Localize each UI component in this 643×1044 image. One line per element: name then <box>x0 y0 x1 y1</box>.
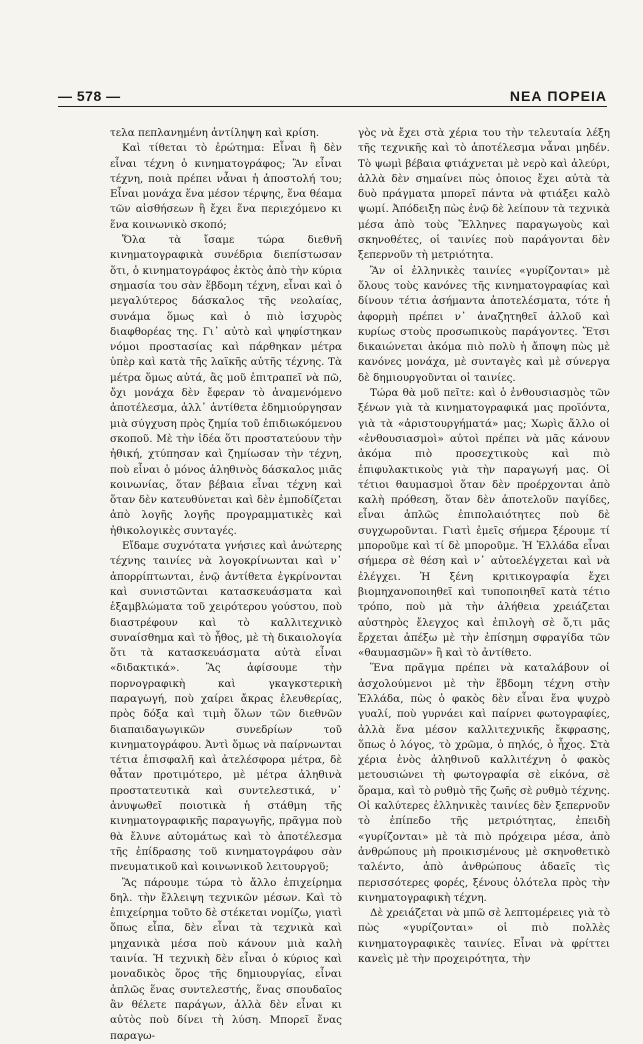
page-number: — 578 — <box>58 88 121 104</box>
paragraph: Ὅλα τὰ ἴσαμε τώρα διεθνῆ κινηματογραφικὰ συνέδρια διεπίστωσαν ὅτι, ὁ κινηματογράφος ἐκτὸς ἀπὸ τὴν κύρια σημασία του σὰν ἕβδομη τέχνη, εἶναι καὶ ὁ μεγαλύτερος δάσκαλος τῆς νεολαίας, συνάμα ὅμως καὶ ὁ πιὸ ἰσχυρὸς διαφθορέας της. Γι᾿ αὐτὸ καὶ ψηφίστηκαν νόμοι προστασίας καὶ πάρθηκαν μέτρα ὑπὲρ καὶ κατὰ τῆς λαϊκῆς αὐτῆς τέχνης. Τὰ μέτρα ὅμως αὐτά, ἂς μοῦ ἐπιτραπεῖ νὰ πῶ, ὄχι μονάχα δὲν ἔφεραν τὸ ἀναμενόμενο ἀποτέλεσμα, ἀλλ᾿ ἀντίθετα ἐδημιούργησαν μιὰ σύγχυση πρὸς ζημία τοῦ ἐπιδιωκόμενου σκοποῦ. Μὲ τὴν ἰδέα ὅτι προστατεύουν τὴν ἠθική, χτύπησαν καὶ ζημίωσαν τὴν τέχνη, ποὺ εἶναι ὁ μόνος ἀληθινὸς δάσκαλος μιᾶς κοινωνίας, ὅταν βέβαια εἶναι τέχνη καὶ ὅταν δὲν κατευθύνεται καὶ δὲν ἐμποδίζεται ἀπὸ λογῆς λογῆς προγραμματικὲς καὶ ἠθικολογικὲς συνταγές. <box>110 234 342 537</box>
paragraph: τελα πεπλανημένη ἀντίληψη καὶ κρίση. <box>110 127 320 139</box>
paragraph: Ἂν οἱ ἑλληνικὲς ταινίες «γυρίζονται» μὲ ὅλους τοὺς κανόνες τῆς κινηματογραφίας καὶ δίνουν τέτια ἀσήμαντα ἀποτελέσματα, τότε ἡ ἀφορμὴ πρέπει ν᾿ ἀναζητηθεῖ ἀλλοῦ καὶ κυρίως στοὺς προσωπικοὺς παράγοντες. Ἔτσι δικαιώνεται ἀκόμα πιὸ πολὺ ἡ ἄποψη πὼς μὲ κανόνες μονάχα, μὲ συνταγὲς καὶ μὲ σύνεργα δὲ δημιουργοῦνται οἱ ταινίες. <box>358 264 610 384</box>
paragraph: γὸς νὰ ἔχει στὰ χέρια του τὴν τελευταία λέξη τῆς τεχνικῆς καὶ τὸ ἀποτέλεσμα νἆναι μηδέν. Τὸ ψωμὶ βέβαια φτιάχνεται μὲ νερὸ καὶ ἀλεύρι, ἀλλὰ δὲν σημαίνει πὼς ὁποιος ἔχει αὐτὰ τὰ δυὸ πράγματα μπορεῖ πάντα νὰ φτιάξει καλὸ ψωμί. Ἀπόδειξη πὼς ἐνῷ δὲ λείπουν τὰ τεχνικὰ μέσα ἀπὸ τοὺς Ἕλληνες παραγωγοὺς καὶ σκηνοθέτες, οἱ ταινίες ποὺ παράγονται δὲν ξεπερνοῦν τὴ μετριότητα. <box>358 127 610 262</box>
paragraph: Τώρα θὰ μοῦ πεῖτε: καὶ ὁ ἐνθουσιασμὸς τῶν ξένων γιὰ τὰ κινηματογραφικά μας προϊόντα, γιὰ τὰ «ἀριστουργήματά» μας; Χωρὶς ἄλλο οἱ «ἐνθουσιασμοὶ» αὐτοὶ πρέπει νὰ μᾶς κάνουν ἀκόμα πιὸ προσεχτικοὺς καὶ πιὸ ἐπιφυλακτικοὺς γιὰ τὴν παραγωγή μας. Οἱ τέτιοι θαυμασμοὶ ὅταν δὲν προέρχονται ἀπὸ καλὴ πρόθεση, ὅταν δὲν ἀποτελοῦν παγίδες, εἶναι ἁπλῶς ἐπιπολαιότητες ποὺ δὲ συγχωροῦνται. Γιατὶ ἐμεῖς σήμερα ξέρουμε τί μποροῦμε καὶ τί δὲ μποροῦμε. Ἡ Ἑλλάδα εἶναι σήμερα σὲ θέση καὶ ν᾿ αὐτοελέγχεται καὶ νὰ ἐλέγχει. Ἡ ξένη κριτικογραφία ἔχει βιομηχανοποιηθεῖ καὶ τυποποιηθεῖ κατὰ τέτιο τρόπο, ποὺ μὰ τὴν ἀλήθεια χρειάζεται αὐστηρὸς ἔλεγχος καὶ ἐπιλογὴ σὲ ὅ,τι μᾶς ἔρχεται ἀπέξω μὲ τὴν ἐπίσημη σφραγίδα τῶν «θαυμασμῶν» ἢ καὶ τὸ ἀντίθετο. <box>358 387 610 660</box>
left-text-column <box>110 126 342 1042</box>
running-header <box>58 84 607 104</box>
journal-title: ΝΕΑ ΠΟΡΕΙΑ <box>509 88 607 104</box>
paragraph: Ἂς πάρουμε τώρα τὸ ἄλλο ἐπιχείρημα δηλ. τὴν ἔλλειψη τεχνικῶν μέσων. Καὶ τὸ ἐπιχείρημα τοῦτο δὲ στέκεται νομίζω, γιατὶ ὅπως εἶπα, δὲν εἶναι τὰ τεχνικὰ καὶ μηχανικὰ μέσα ποὺ κάνουν μιὰ καλὴ ταινία. Ἡ τεχνικὴ δὲν εἶναι ὁ κύριος καὶ μοναδικὸς ὅρος τῆς δημιουργίας, εἶναι ἁπλῶς ἕνας συντελεστής, ἕνας σπουδαῖος ἂν θέλετε παράγων, ἀλλὰ δὲν εἶναι κι αὐτὸς ποὺ δίνει τὴ λύση. Μπορεῖ ἕνας παραγω- <box>110 876 342 1042</box>
paragraph: Καὶ τίθεται τὸ ἐρώτημα: Εἶναι ἢ δὲν εἶναι τέχνη ὁ κινηματογράφος; Ἂν εἶναι τέχνη, ποιὰ πρέπει νἆναι ἡ ἀποστολή του; Εἶναι μονάχα ἕνα μέσον τέρψης, ἕνα θέαμα τῶν αἰσθήσεων ἢ ἔχει ἕνα περιεχόμενο κι ἕνα κοινωνικὸ σκοπό; <box>110 142 342 231</box>
paragraph: Εἴδαμε συχνότατα γνήσιες καὶ ἀνώτερης τέχνης ταινίες νὰ λογοκρίνωνται καὶ ν᾿ ἀπορρίπτωνται, ἐνῷ ἀντίθετα ἐγκρίνονται καὶ συνιστῶνται κατασκευάσματα καὶ ἐξαμβλώματα τοῦ χειρότερου γούστου, ποὺ διαστρέφουν καὶ τὸ καλλιτεχνικὸ συναίσθημα καὶ τὸ ἦθος, μὲ τὴ δικαιολογία ὅτι τὰ κατασκευάσματα αὐτὰ εἶναι «διδακτικά». Ἂς ἀφίσουμε τὴν πορνογραφικὴ καὶ γκαγκστερικὴ παραγωγή, ποὺ χαίρει ἄκρας ἐλευθερίας, πρὸς δόξα καὶ τιμὴ ὅλων τῶν διεθνῶν διαπαιδαγωγικῶν συνεδρίων τοῦ κινηματογράφου. Ἀντὶ ὅμως νὰ παίρνωνται τέτια ἐπισφαλῆ καὶ ἀτελέσφορα μέτρα, δὲ θἆταν προτιμότερο, μὲ μέτρα ἀληθινὰ προστατευτικὰ καὶ συντελεστικά, ν᾿ ἀνυψωθεῖ ποιοτικὰ ἡ στάθμη τῆς κινηματογραφικῆς παραγωγῆς, πρᾶγμα ποὺ θὰ ἔλυνε αὐτομάτως καὶ τὸ ἀποτέλεσμα τῆς ἐπίδρασης τοῦ κινηματογράφου σὰν πνευματικοῦ καὶ κοινωνικοῦ λειτουργοῦ; <box>110 540 342 874</box>
paragraph: Ἕνα πρᾶγμα πρέπει νὰ καταλάβουν οἱ ἀσχολούμενοι μὲ τὴν ἕβδομη τέχνη στὴν Ἑλλάδα, πὼς ὁ φακὸς δὲν εἶναι ἕνα ψυχρὸ γυαλί, ποὺ γυρνάει καὶ παίρνει φωτογραφίες, ἀλλὰ ἕνα μέσον καλλιτεχνικῆς ἔκφρασης, ὅπως ὁ λόγος, τὸ χρῶμα, ὁ πηλός, ὁ ἦχος. Στὰ χέρια ἑνὸς ἀληθινοῦ καλλιτέχνη ὁ φακὸς μετουσιώνει τὴ φωτογραφία σὲ εἰκόνα, σὲ ὅραμα, καὶ τὸ ρυθμὸ τῆς ζωῆς σὲ ρυθμὸ τέχνης. Οἱ καλύτερες ἑλληνικὲς ταινίες δὲν ξεπερνοῦν τὸ ἐπίπεδο τῆς μετριότητας, ἐπειδὴ «γυρίζονται» μὲ τὰ πιὸ πρόχειρα μέσα, ἀπὸ ἀνθρώπους μὴ προικισμένους μὲ σκηνοθετικὸ ταλέντο, ἀπὸ ἀνθρώπους ἀδαεῖς τὶς περισσότερες φορές, ξένους ὁλότελα πρὸς τὴν κινηματογραφικὴ τέχνη. <box>358 662 610 904</box>
header-rule <box>58 106 607 107</box>
paragraph: Δὲ χρειάζεται νὰ μπῶ σὲ λεπτομέρειες γιὰ τὸ πὼς «γυρίζονται» οἱ πιὸ πολλὲς κινηματογραφικὲς ταινίες. Εἶναι νὰ φρίττει κανεὶς μὲ τὴν προχειρότητα, τὴν <box>358 907 610 966</box>
right-text-column <box>358 126 610 1016</box>
